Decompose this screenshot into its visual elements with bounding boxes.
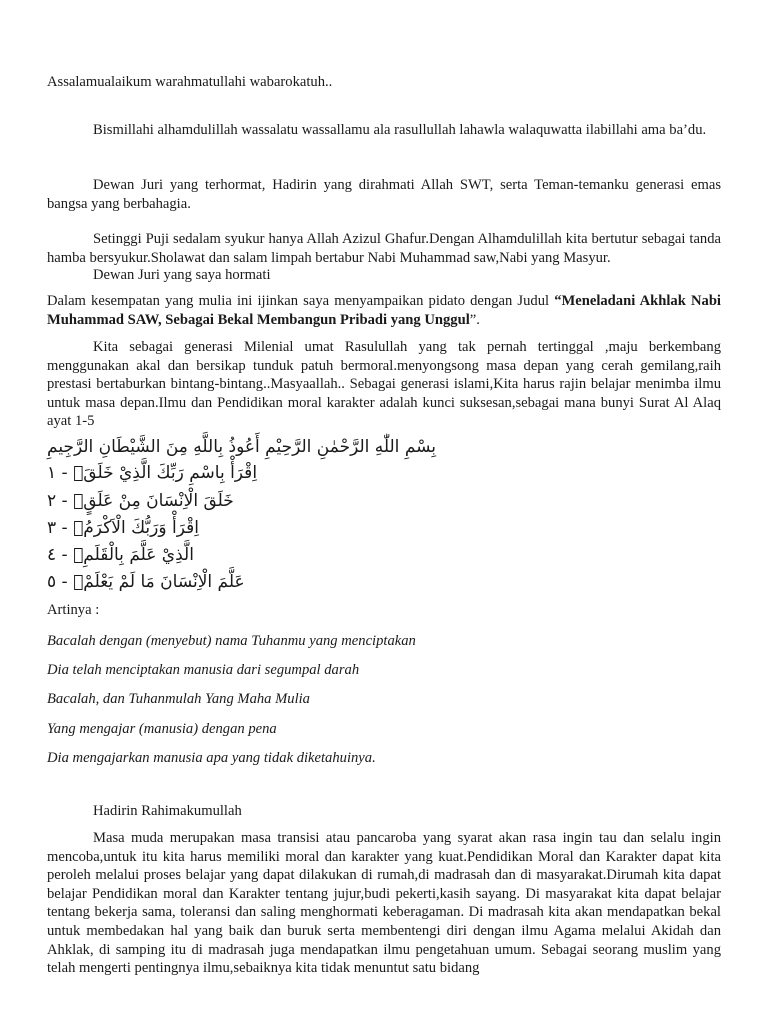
paragraph-praise: Setinggi Puji sedalam syukur hanya Allah Azizul Ghafur.Dengan Alhamdulillah kita bertutur sebagai tanda hamba bersyukur.Sholawat dan salam limpah bertabur Nabi Muhammad saw,Nabi yang Masyur. (47, 231, 721, 266)
translation-line-3: Bacalah, dan Tuhanmulah Yang Maha Mulia (47, 691, 310, 707)
paragraph-intro (47, 292, 721, 329)
paragraph-youth: Masa muda merupakan masa transisi atau pancaroba yang syarat akan rasa ingin tau dan selalu ingin mencoba,untuk itu kita harus memiliki moral dan karakter yang kuat.Pendidikan Moral dan Karakter dapat kita peroleh melalui proses belajar yang dapat dilakukan di rumah,di madrasah dan di masyarakat.Dirumah kita dapat belajar Pendidikan moral dan Karakter tentang jujur,budi pekerti,kasih sayang. Di masyarakat kita dapat belajar tentang bekerja sama, toleransi dan saling menghormati keberagaman. Di madrasah kita akan mendapatkan bekal untuk membedakan hal yang baik dan buruk serta membentengi diri dengan ilmu Agama melalui Akidah dan Ahklak, di samping itu di madrasah juga mendapatkan ilmu pengetahuan umum. Sebagai seorang muslim yang telah mengerti pentingnya ilmu,sebaiknya kita tidak menuntut satu bidang (47, 830, 721, 977)
paragraph-generation: Kita sebagai generasi Milenial umat Rasulullah yang tak pernah tertinggal ,maju berkembang menggunakan akal dan bersikap tunduk patuh bermoral.menyongsong masa depan yang cerah gemilang,raih prestasi bertaburkan bintang-bintang..Masyaallah.. Sebagai generasi islami,Kita harus rajin belajar menimba ilmu untuk masa depan.Ilmu dan Pendidikan moral karakter adalah kunci suksesan,sebagai mana bunyi Surat Al Alaq ayat 1-5 (47, 339, 721, 430)
arabic-basmalah: بِسْمِ اللّٰهِ الرَّحْمٰنِ الرَّحِيْمِ أَعُوذُ بِاللَّهِ مِنَ الشَّيْطَانِ الرَّجِيمِ (47, 437, 437, 457)
intro-suffix: ”. (469, 311, 480, 328)
translation-line-4: Yang mengajar (manusia) dengan pena (47, 721, 277, 737)
arabic-verse-1: اِقْرَأْ بِاسْمِ رَبِّكَ الَّذِيْ خَلَقَۚ - ١ (47, 463, 258, 483)
hadirin-heading: Hadirin Rahimakumullah (93, 803, 242, 819)
artinya-label: Artinya : (47, 602, 100, 618)
paragraph-address-jury-2: Dewan Juri yang saya hormati (93, 267, 271, 283)
arabic-verse-5: عَلَّمَ الْاِنْسَانَ مَا لَمْ يَعْلَمْۗ - ٥ (47, 572, 245, 592)
intro-prefix: Dalam kesempatan yang mulia ini ijinkan saya menyampaikan pidato dengan Judul (47, 293, 555, 309)
speech-title: “Meneladani Akhlak Nabi Muhammad SAW, Sebagai Bekal Membangun Pribadi yang Unggul (47, 293, 721, 328)
arabic-verse-2: خَلَقَ الْاِنْسَانَ مِنْ عَلَقٍۚ - ٢ (47, 491, 234, 511)
greeting: Assalamualaikum warahmatullahi wabarokatuh.. (47, 74, 333, 90)
translation-line-5: Dia mengajarkan manusia apa yang tidak diketahuinya. (47, 750, 376, 766)
paragraph-address-jury: Dewan Juri yang terhormat, Hadirin yang dirahmati Allah SWT, serta Teman-temanku generasi emas bangsa yang berbahagia. (47, 177, 721, 212)
paragraph-opening: Bismillahi alhamdulillah wassalatu wassallamu ala rasullullah lahawla walaquwatta ilabillahi ama ba’du. (93, 122, 707, 138)
translation-line-2: Dia telah menciptakan manusia dari segumpal darah (47, 662, 360, 678)
document-page (47, 0, 721, 1024)
arabic-verse-3: اِقْرَأْ وَرَبُّكَ الْاَكْرَمُۙ - ٣ (47, 518, 199, 538)
arabic-verse-4: الَّذِيْ عَلَّمَ بِالْقَلَمِۙ - ٤ (47, 545, 194, 565)
translation-line-1: Bacalah dengan (menyebut) nama Tuhanmu yang menciptakan (47, 633, 416, 649)
